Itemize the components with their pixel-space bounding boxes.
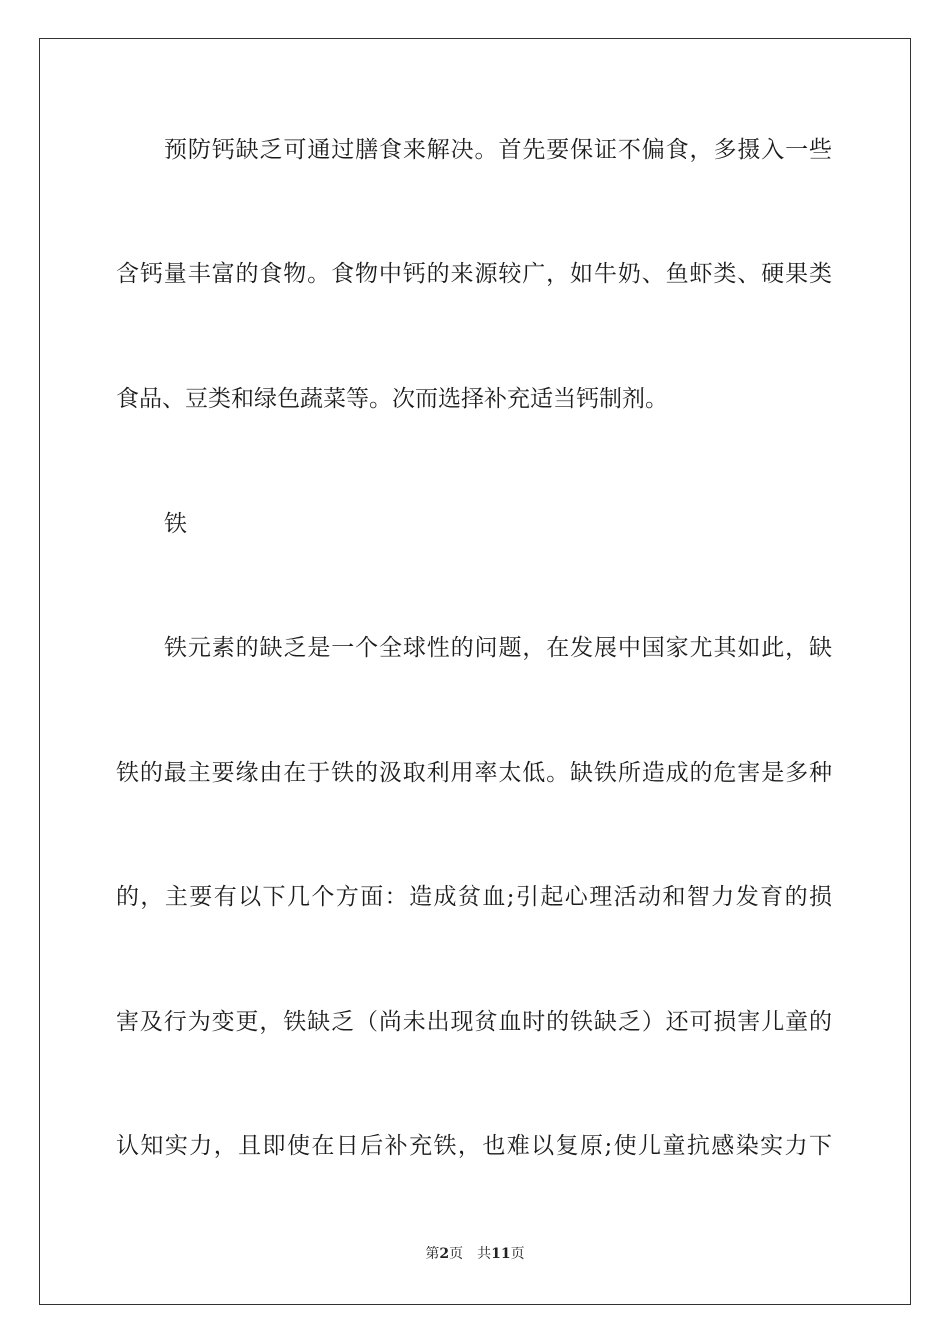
paragraph-line: 预防钙缺乏可通过膳食来解决。首先要保证不偏食，多摄入一些 <box>164 137 832 163</box>
section-heading: 铁 <box>164 511 187 537</box>
paragraph-line: 食品、豆类和绿色蔬菜等。次而选择补充适当钙制剂。 <box>116 386 668 412</box>
page-suffix: 页 <box>449 1246 464 1262</box>
page-number: 2 <box>439 1246 450 1262</box>
total-prefix: 共 <box>477 1246 492 1262</box>
page-prefix: 第 <box>425 1246 440 1262</box>
paragraph-line: 的，主要有以下几个方面：造成贫血;引起心理活动和智力发育的损 <box>116 884 832 910</box>
paragraph-line: 铁的最主要缘由在于铁的汲取利用率太低。缺铁所造成的危害是多种 <box>116 760 832 786</box>
page-border <box>39 38 911 1305</box>
total-pages: 11 <box>491 1246 511 1262</box>
total-suffix: 页 <box>510 1246 525 1262</box>
paragraph-line: 害及行为变更，铁缺乏（尚未出现贫血时的铁缺乏）还可损害儿童的 <box>116 1009 832 1035</box>
paragraph-line: 含钙量丰富的食物。食物中钙的来源较广，如牛奶、鱼虾类、硬果类 <box>116 261 832 287</box>
paragraph-line: 铁元素的缺乏是一个全球性的问题，在发展中国家尤其如此，缺 <box>164 635 832 661</box>
paragraph-line: 认知实力，且即使在日后补充铁，也难以复原;使儿童抗感染实力下 <box>116 1133 832 1159</box>
page-footer <box>0 1245 950 1263</box>
